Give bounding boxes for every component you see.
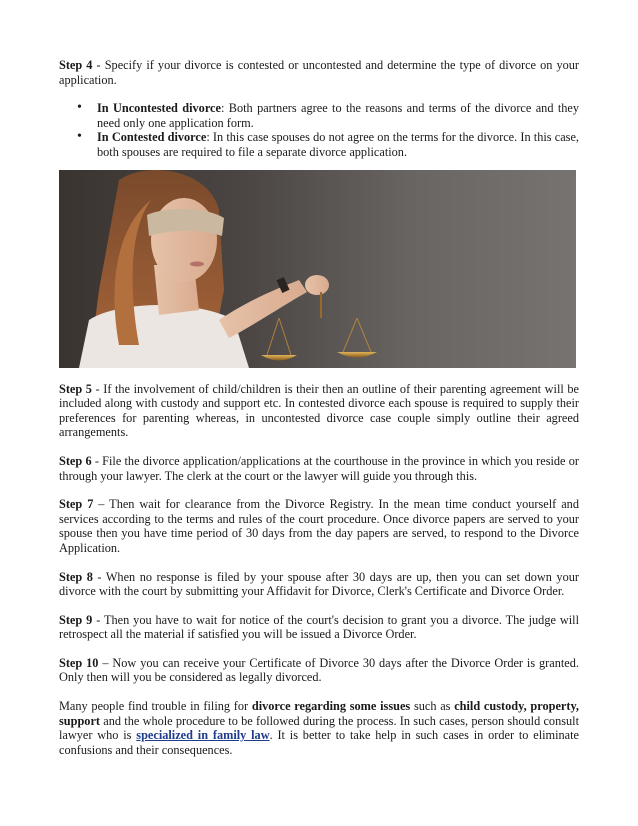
closing-text-3: and the whole procedure to be followed during the process. In such cases, person should consult lawyer who is (59, 713, 579, 743)
contested-text: : In this case spouses do not agree on the terms for the divorce. In this case, both spouses are required to file a separate divorce application. (97, 130, 579, 159)
closing-bold-1: divorce regarding some issues (251, 699, 411, 714)
step-4-label: Step 4 (59, 58, 93, 72)
step-9-text: - Then you have to wait for notice of the court's decision to grant you a divorce. The judge will retrospect all the material if satisfied you will be issued a Divorce Order. (59, 612, 579, 642)
step-5-text: - If the involvement of child/children is their then an outline of their parenting agreement will be included along with custody and support etc. In contested divorce each spouse is required to supply their preferences for parenting whereas, in uncontested divorce case couple simply outline their agreed arrangements. (59, 381, 579, 440)
contested-label: In Contested divorce (97, 130, 207, 145)
closing-text-4: . It is better to take help in such cases in order to eliminate confusions and their consequences. (59, 728, 579, 757)
step-7-paragraph (59, 497, 579, 555)
closing-text-2: such as (410, 699, 455, 714)
step-10-paragraph (59, 656, 579, 685)
step-7-label: Step 7 (59, 497, 94, 512)
step-7-text: – Then wait for clearance from the Divorce Registry. In the mean time conduct yourself and services according to the terms and rules of the court procedure. Once divorce papers are served to your spouse then you have time period of 30 days from the day papers are served, to respond to the Divorce Application. (59, 497, 579, 555)
photo-illustration (59, 170, 576, 368)
step-8-text: - When no response is filed by your spouse after 30 days are up, then you can set down your divorce with the court by submitting your Affidavit for Divorce, Clerk's Certificate and Divorce Order. (59, 569, 579, 599)
step-10-label: Step 10 (59, 655, 99, 670)
step-9-paragraph (59, 613, 579, 642)
uncontested-text: : Both partners agree to the reasons and terms of the divorce and they need only one application form. (97, 101, 580, 130)
divorce-type-list (59, 101, 579, 159)
step-6-label: Step 6 (59, 453, 92, 468)
list-item (97, 130, 579, 159)
step-4-text: - Specify if your divorce is contested or uncontested and determine the type of divorce on your application. (59, 58, 579, 87)
blindfolded-woman-photo (59, 170, 576, 368)
step-8-paragraph (59, 570, 579, 599)
step-9-label: Step 9 (59, 612, 93, 627)
closing-bold-2: child custody, property, support (59, 699, 579, 728)
step-5-paragraph (59, 382, 579, 440)
step-8-label: Step 8 (59, 569, 93, 584)
closing-text-1: Many people find trouble in filing for (59, 699, 252, 714)
step-6-text: - File the divorce application/applications at the courthouse in the province in which you reside or through your lawyer. The clerk at the court or the lawyer will guide you through this. (59, 453, 579, 483)
closing-paragraph (59, 699, 579, 757)
uncontested-label: In Uncontested divorce (97, 101, 221, 116)
list-item (97, 101, 579, 130)
step-6-paragraph (59, 454, 579, 483)
family-law-link[interactable]: specialized in family law (136, 728, 270, 743)
step-5-label: Step 5 (59, 381, 92, 396)
step-10-text: – Now you can receive your Certificate of Divorce 30 days after the Divorce Order is granted. Only then will you be considered as legally divorced. (59, 655, 579, 685)
step-4-paragraph (59, 58, 579, 87)
